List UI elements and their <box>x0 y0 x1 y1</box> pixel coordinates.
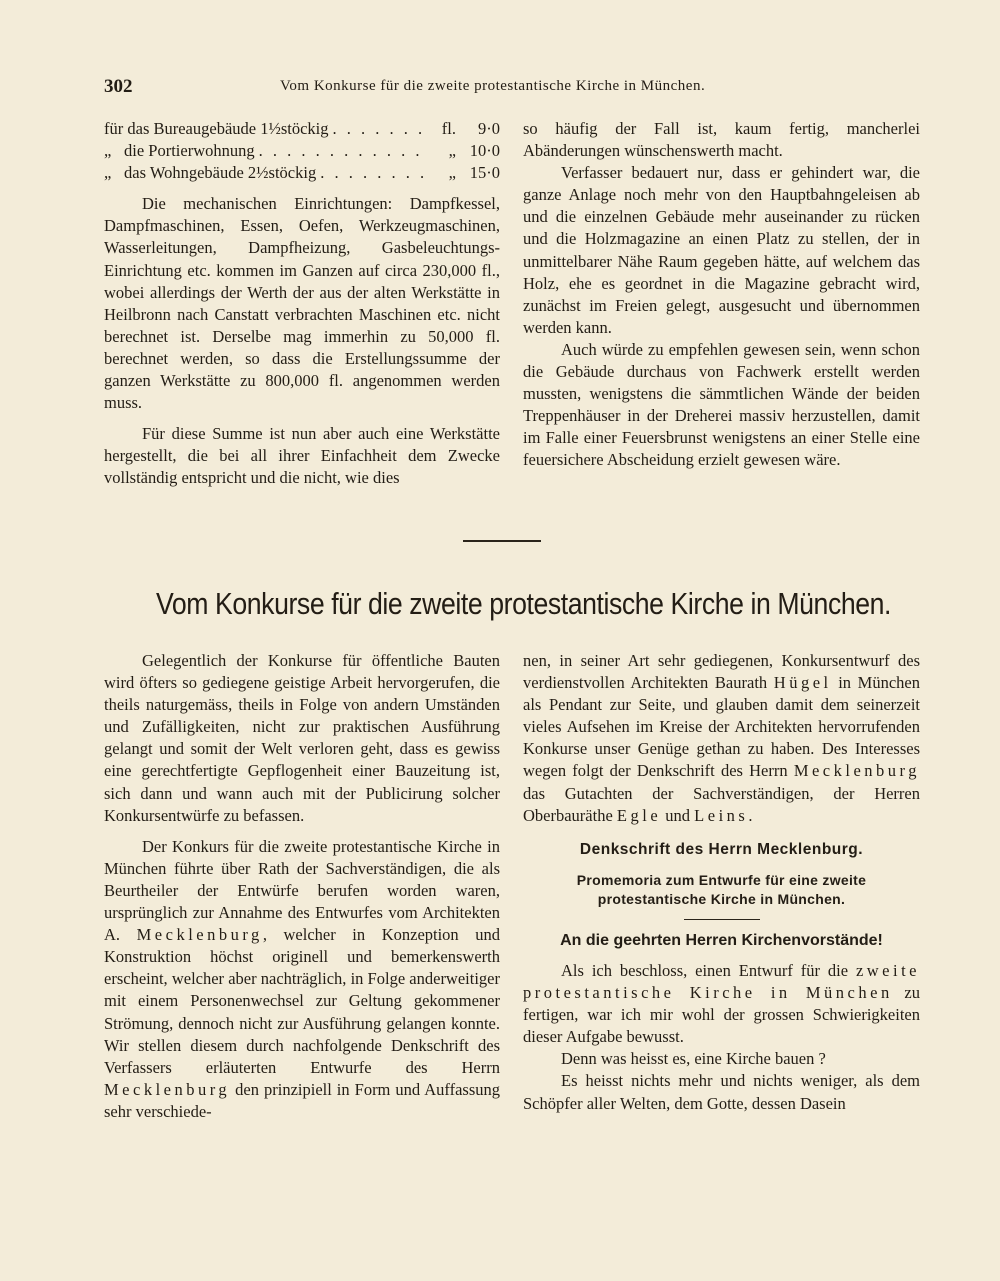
short-divider <box>684 919 760 920</box>
text-run: den prinzipiell in Form und Auffassung sehr verschiede- <box>104 1079 500 1121</box>
spaced-phrase: zweite protestantische Kirche in München <box>523 960 920 1003</box>
memo-subheading: Promemoria zum Entwurfe für eine zweite protestantische Kirche in München. <box>576 871 867 907</box>
memo-address: An die geehrten Herren Kirchenvorstände! <box>560 931 883 949</box>
paragraph: Es heisst nichts mehr und nichts weniger, als dem Schöpfer aller Welten, dem Gotte, dessen Dasein <box>523 1071 920 1113</box>
paragraph: Denn was heisst es, eine Kirche bauen ? <box>561 1049 826 1069</box>
cost-amount: 15·0 <box>469 163 500 183</box>
cost-line-portier <box>104 140 500 162</box>
cost-amount: 9·0 <box>478 119 500 138</box>
paragraph: Für diese Summe ist nun aber auch eine Werkstätte hergestellt, die bei all ihrer Einfachheit dem Zwecke vollständig entspricht und die nicht, wie dies <box>104 424 500 488</box>
cost-line-wohngebaeude <box>104 162 500 184</box>
running-header <box>104 76 894 100</box>
top-left-column <box>104 118 500 490</box>
expert-name: Leins <box>694 805 749 825</box>
section-title: Vom Konkurse für die zweite protestantische Kirche in München. <box>156 586 892 621</box>
top-right-column <box>523 118 920 472</box>
leader-dots <box>333 118 424 140</box>
paragraph <box>104 836 500 1123</box>
page-number: 302 <box>104 76 133 97</box>
ditto-mark: „ <box>104 163 112 183</box>
text-run: . <box>748 805 753 825</box>
section-divider <box>463 540 541 542</box>
architect-name: Hügel <box>773 673 832 693</box>
paragraph: Verfasser bedauert nur, dass er gehindert war, die ganze Anlage noch mehr von den Hauptbahngeleisen ab und die einzelnen Gebäude mehr auseinander zu rücken und die Holzmagazine an einen Platz zu stellen, der in unmittelbarer Nähe Raum gegeben hätte, auf welchem das Holz, ehe es geordnet in die Magazine gebracht wird, zunächst im Freien gelegt, ausgesucht und übernommen werden kann. <box>523 163 920 337</box>
ditto-mark: „ <box>104 141 112 161</box>
cost-unit: „ <box>448 163 456 183</box>
leader-dots <box>259 140 424 162</box>
text-run: Als ich beschloss, einen Entwurf für die <box>561 960 856 980</box>
author-name: Mecklenburg <box>136 925 263 945</box>
text-run: in München als Pendant zur Seite, und glauben damit dem seinerzeit vieles Aufsehen im Kreise der Architekten hervorrufenden Konkurse unser Genüge gethan zu haben. Des Interesses wegen folgt der Denkschrift des Herrn <box>523 673 920 781</box>
text-run: und <box>661 805 695 825</box>
paragraph: so häufig der Fall ist, kaum fertig, mancherlei Abänderungen wünschenswerth macht. <box>523 119 920 161</box>
expert-name: Egle <box>616 805 662 825</box>
author-name: Mecklenburg <box>793 761 920 781</box>
paragraph: Auch würde zu empfehlen gewesen sein, wenn schon die Gebäude durchaus von Fachwerk erstellt werden mussten, wenigstens die sämmtlichen Wände der beiden Treppenhäuser in der Dreherei massiv herzustellen, damit im Falle einer Feuersbrunst wenigstens an einer Stelle eine feuersichere Abscheidung erzielt gewesen wäre. <box>523 339 920 470</box>
memo-heading: Denkschrift des Herrn Mecklenburg. <box>579 840 864 858</box>
cost-amount: 10·0 <box>469 141 500 161</box>
cost-label: für das Bureaugebäude 1½stöckig <box>104 119 329 138</box>
leader-dots <box>320 162 424 184</box>
author-name: Mecklenburg <box>104 1079 231 1099</box>
text-run: Der Konkurs für die zweite protestantische Kirche in München führte über Rath der Sachverständigen, die als Beurtheiler der Entwürfe berufen worden waren, ursprünglich zur Annahme des Entwurfes vom Architekten A. <box>104 836 500 945</box>
paragraph: Die mechanischen Einrichtungen: Dampfkessel, Dampfmaschinen, Essen, Oefen, Werkzeugmaschinen, Wasserleitungen, Dampfheizung, Gasbeleuchtungs-Einrichtung etc. kommen im Ganzen auf circa 230,000 fl., wobei allerdings der Werth der aus der alten Werkstätte in Heilbronn nach Canstatt verbrachten Maschinen etc. nicht berechnet ist. Derselbe mag immerhin zu 50,000 fl. berechnet werden, so dass die Erstellungssumme der ganzen Werkstätte zu 800,000 fl. angenommen werden muss. <box>104 194 500 413</box>
running-title: Vom Konkurse für die zweite protestantische Kirche in München. <box>280 78 706 94</box>
bottom-left-column <box>104 650 500 1123</box>
text-run: , welcher in Konzeption und Konstruktion höchst originell und bemerkenswerth erscheint, welcher aber nachträglich, in Folge anderweitiger mit einem Personenwechsel zur Geltung gekommener Strömung, dennoch nicht zur Ausführung gelangen konnte. Wir stellen diesem durch nachfolgende Denkschrift des Verfassers erläuterten Entwurfe des Herrn <box>104 925 501 1077</box>
cost-unit: fl. <box>441 119 456 138</box>
text-run: nen, in seiner Art sehr gediegenen, Konkursentwurf des verdienstvollen Architekten Baurath <box>523 651 920 693</box>
bottom-right-column <box>523 650 920 1115</box>
cost-unit: „ <box>448 141 456 161</box>
cost-line-bureau <box>104 118 500 140</box>
text-run: zu fertigen, war ich mir wohl der grossen Schwierigkeiten dieser Aufgabe bewusst. <box>523 983 921 1047</box>
cost-label: die Portierwohnung <box>124 141 255 161</box>
text-run: das Gutachten der Sachverständigen, der Herren Oberbauräthe <box>523 783 920 825</box>
cost-label: das Wohngebäude 2½stöckig <box>124 163 317 183</box>
paragraph: Gelegentlich der Konkurse für öffentliche Bauten wird öfters so gediegene geistige Arbeit hervorgerufen, die theils naturgemäss, theils in Folge von andern Umständen und Zufälligkeiten, nicht zur praktischen Ausführung gelangt und somit der Welt verloren geht, dass es gewiss eine gerechtfertigte Gepflogenheit einer Bauzeitung ist, sich dann und wann auch mit der Publicirung solcher Konkursentwürfe zu befassen. <box>104 651 500 825</box>
paragraph <box>523 960 920 1048</box>
paragraph <box>523 650 920 827</box>
